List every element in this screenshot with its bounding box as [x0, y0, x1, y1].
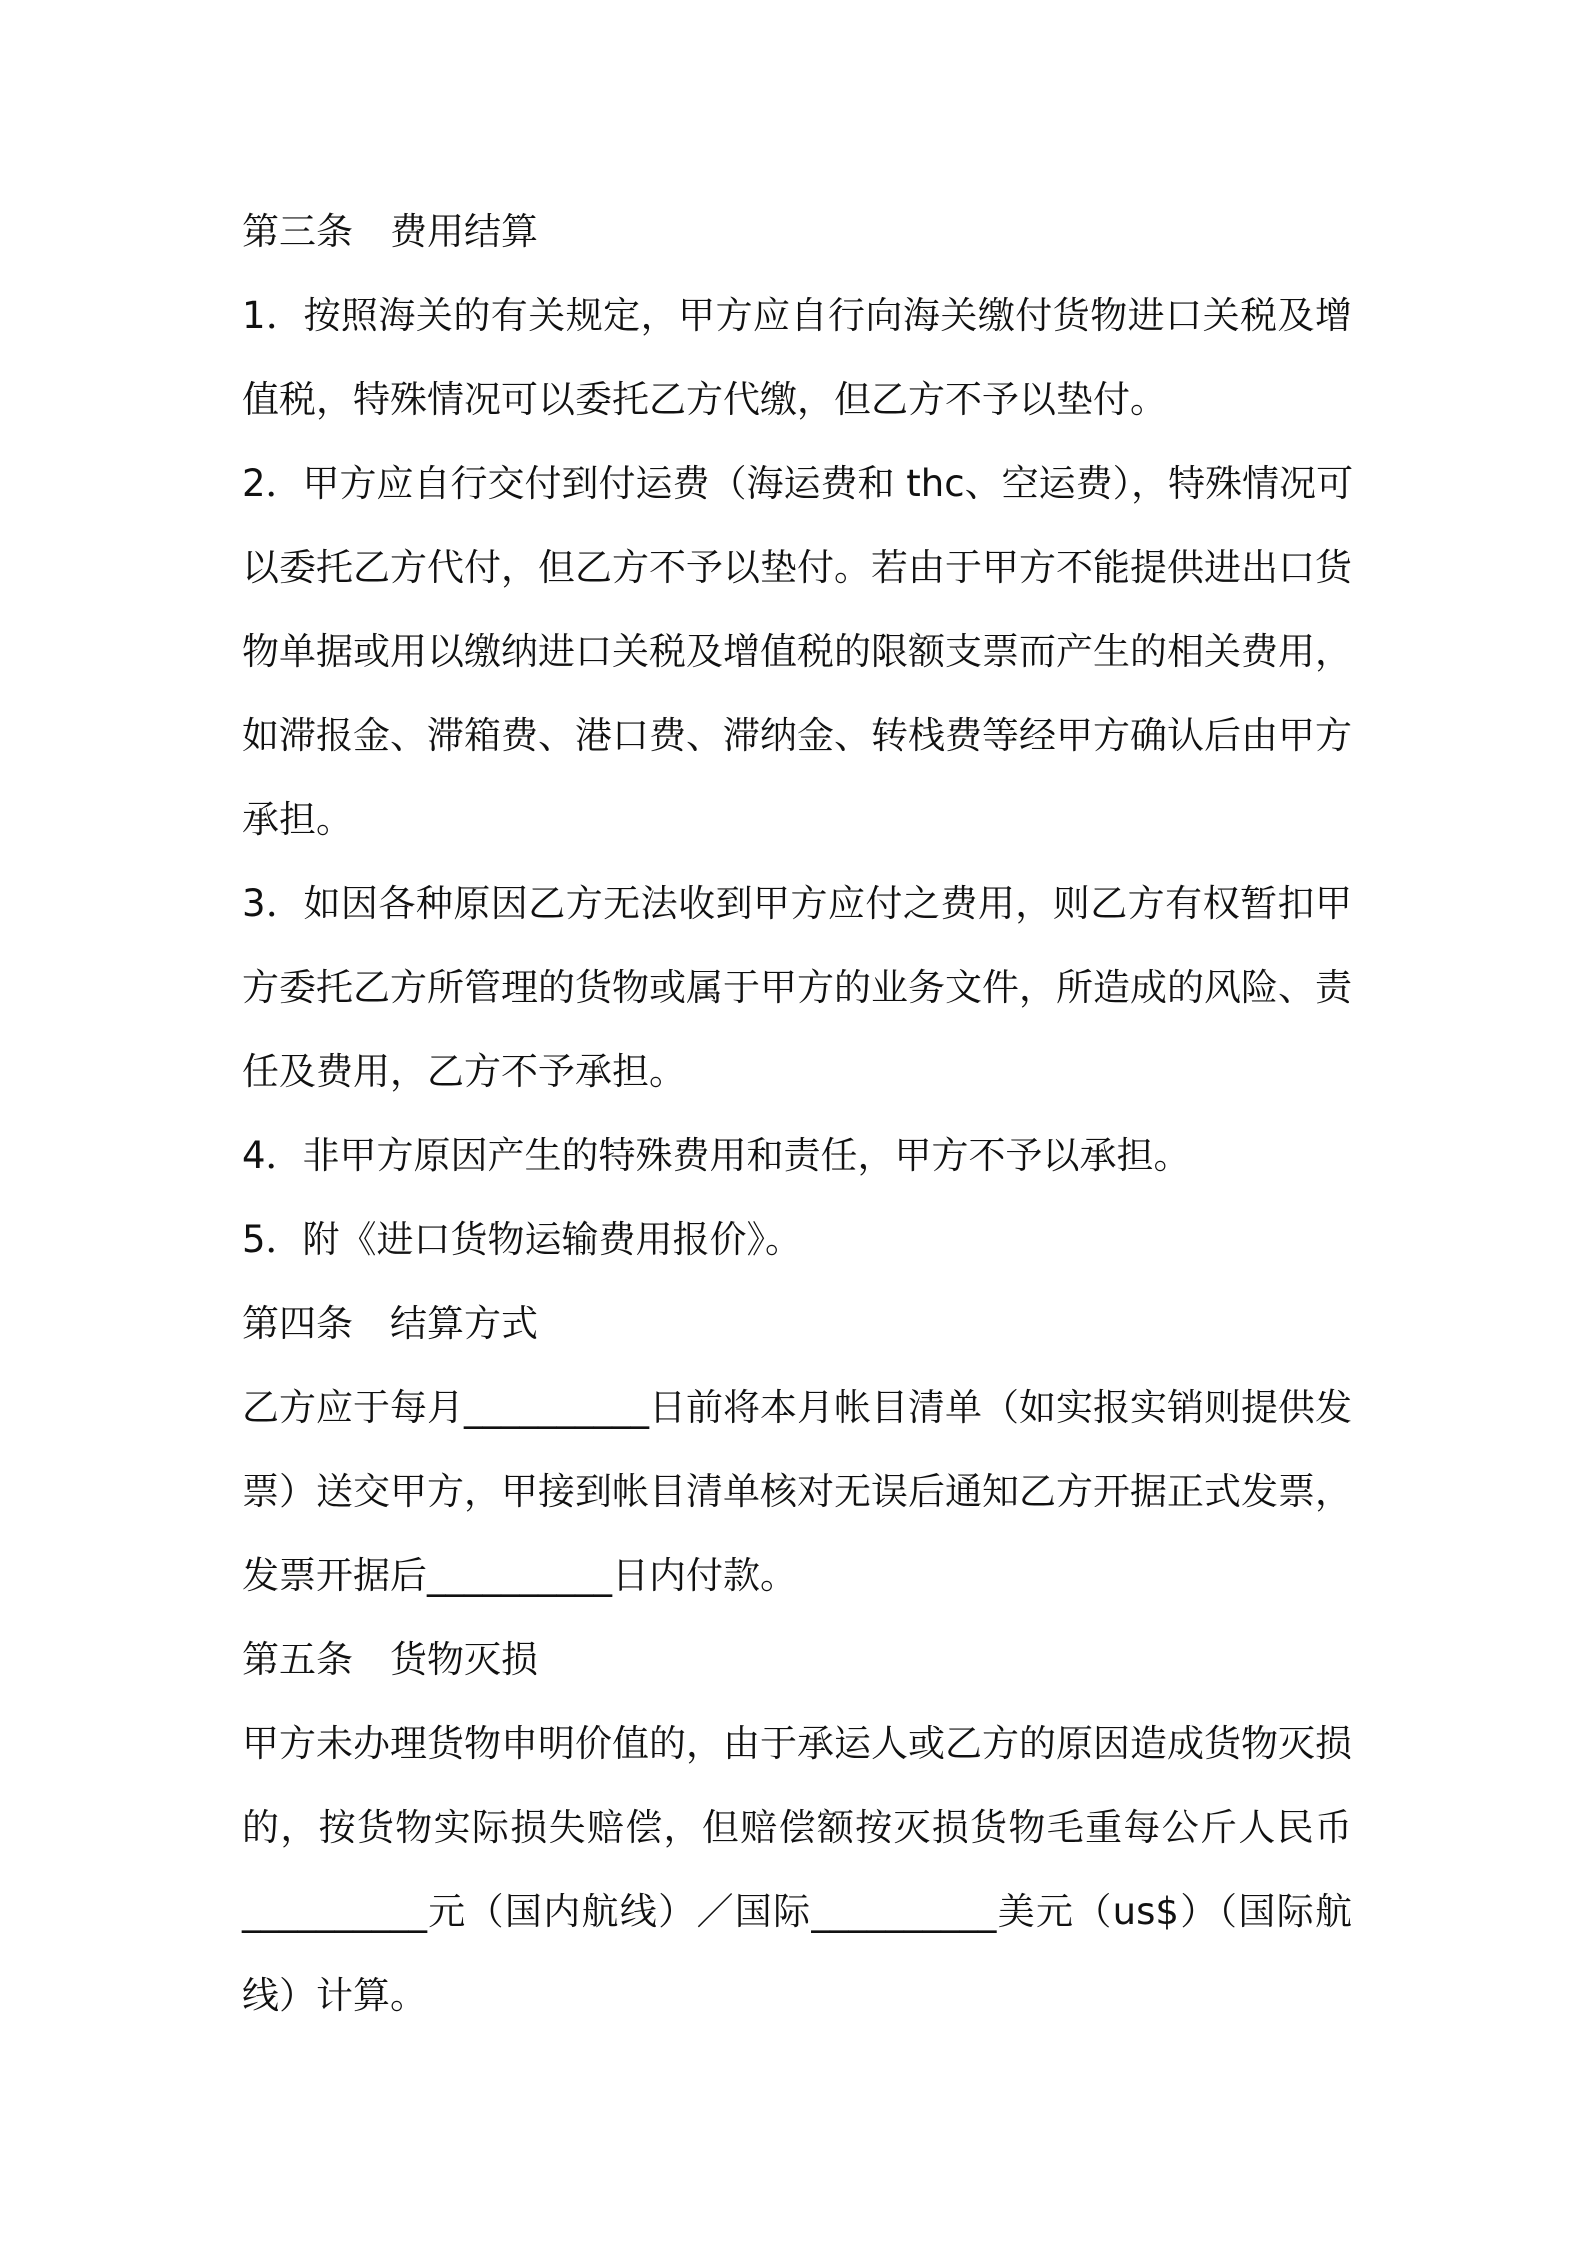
paragraph-line: 任及费用，乙方不予承担。 — [242, 1050, 686, 1093]
paragraph-line: 承担。 — [242, 798, 353, 841]
paragraph-line: 如滞报金、滞箱费、港口费、滞纳金、转栈费等经甲方确认后由甲方 — [242, 714, 1352, 757]
paragraph-line: 线）计算。 — [242, 1974, 427, 2017]
paragraph-line: 1．按照海关的有关规定，甲方应自行向海关缴付货物进口关税及增 — [242, 294, 1352, 337]
section-heading-article-3: 第三条 费用结算 — [242, 210, 538, 253]
paragraph-line: 物单据或用以缴纳进口关税及增值税的限额支票而产生的相关费用， — [242, 630, 1352, 673]
paragraph-line: 值税，特殊情况可以委托乙方代缴，但乙方不予以垫付。 — [242, 378, 1167, 421]
paragraph-line: 5．附《进口货物运输费用报价》。 — [242, 1218, 803, 1261]
paragraph-line: 2．甲方应自行交付到付运费（海运费和 thc、空运费），特殊情况可 — [242, 462, 1354, 505]
paragraph-line: __________元（国内航线）／国际__________美元（us$）（国际航 — [242, 1890, 1352, 1933]
paragraph-line: 发票开据后__________日内付款。 — [242, 1554, 797, 1597]
paragraph-line: 甲方未办理货物申明价值的，由于承运人或乙方的原因造成货物灭损 — [242, 1722, 1352, 1765]
contract-page — [242, 190, 1352, 2038]
paragraph-line: 的，按货物实际损失赔偿，但赔偿额按灭损货物毛重每公斤人民币 — [242, 1806, 1352, 1849]
paragraph-line: 乙方应于每月__________日前将本月帐目清单（如实报实销则提供发 — [242, 1386, 1352, 1429]
paragraph-line: 以委托乙方代付，但乙方不予以垫付。若由于甲方不能提供进出口货 — [242, 546, 1352, 589]
paragraph-line: 3．如因各种原因乙方无法收到甲方应付之费用，则乙方有权暂扣甲 — [242, 882, 1352, 925]
section-heading-article-4: 第四条 结算方式 — [242, 1302, 538, 1345]
section-heading-article-5: 第五条 货物灭损 — [242, 1638, 538, 1681]
paragraph-line: 票）送交甲方，甲接到帐目清单核对无误后通知乙方开据正式发票， — [242, 1470, 1352, 1513]
paragraph-line: 4．非甲方原因产生的特殊费用和责任，甲方不予以承担。 — [242, 1134, 1191, 1177]
paragraph-line: 方委托乙方所管理的货物或属于甲方的业务文件，所造成的风险、责 — [242, 966, 1352, 1009]
